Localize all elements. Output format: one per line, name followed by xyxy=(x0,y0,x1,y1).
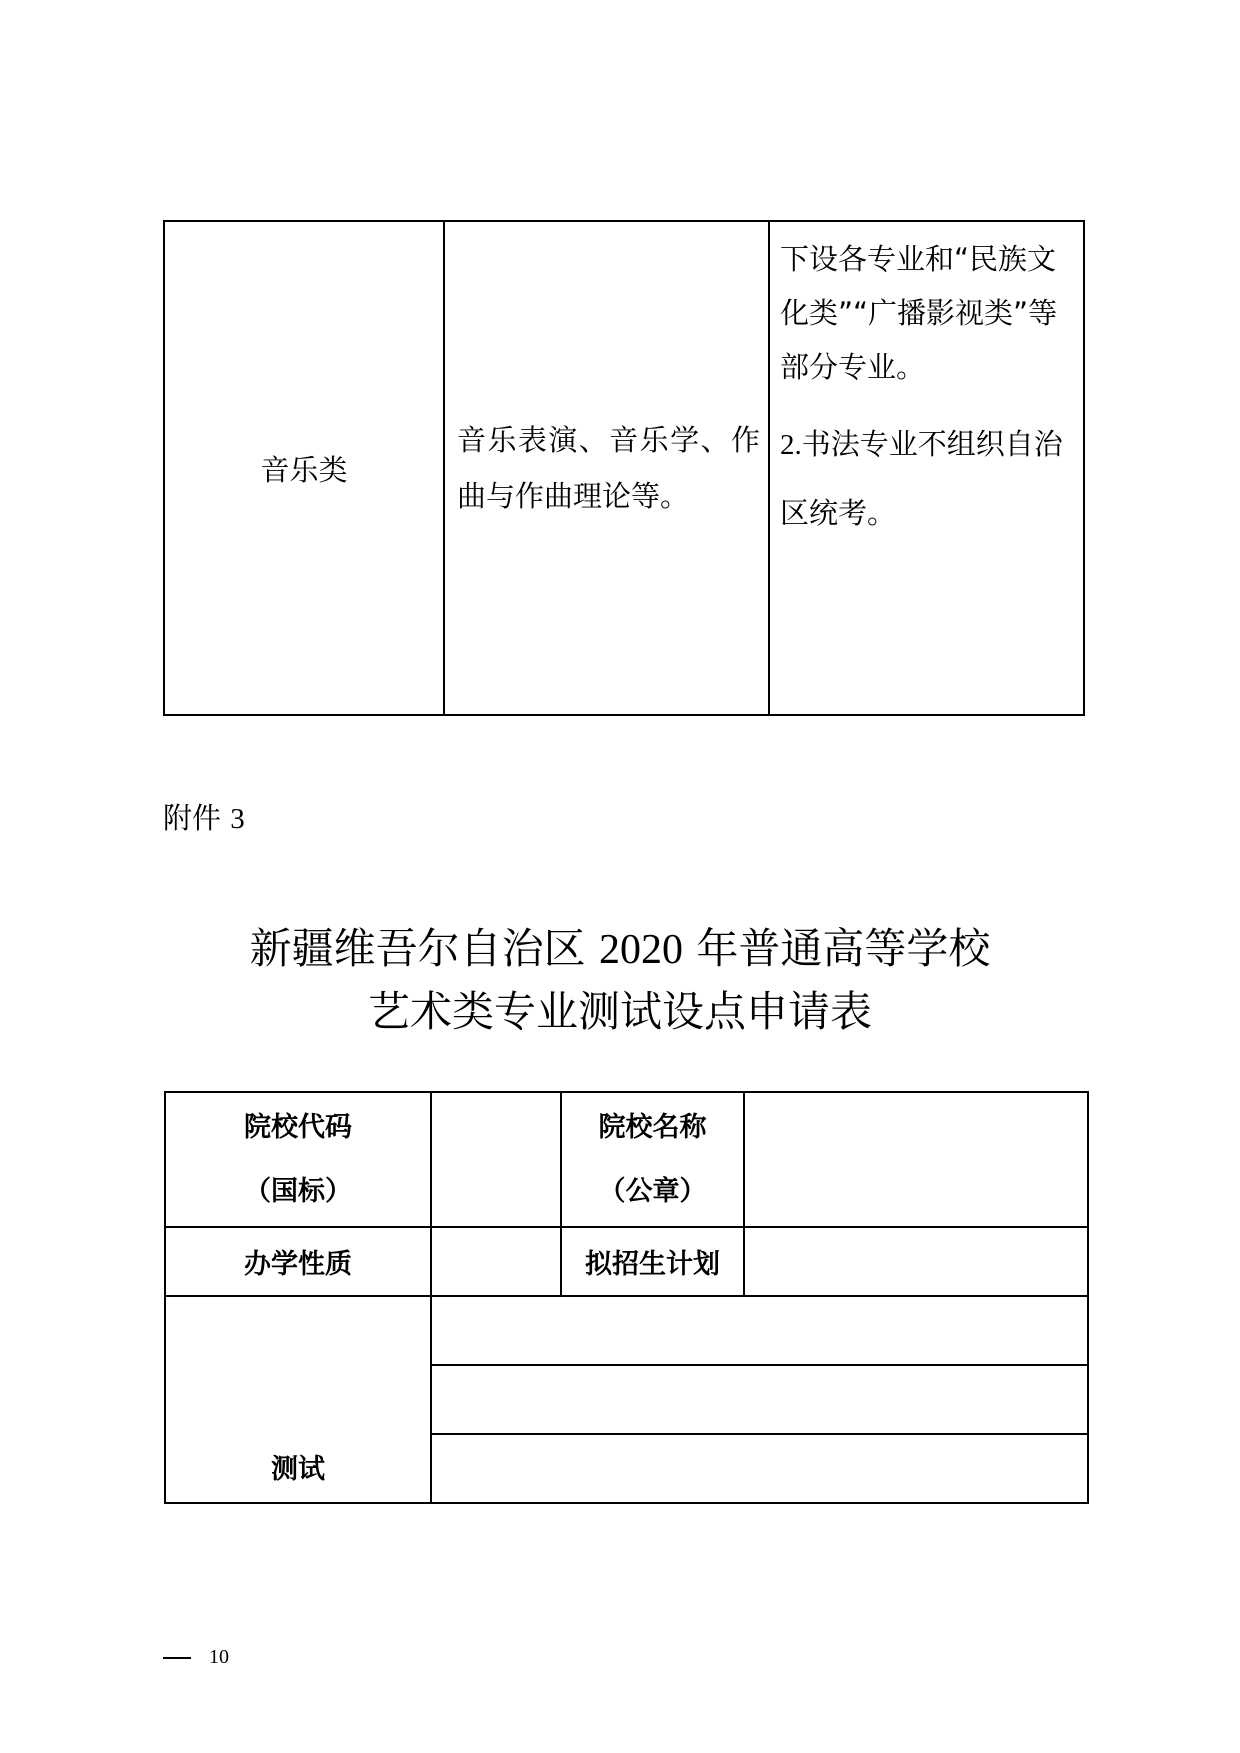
page-footer xyxy=(163,1646,229,1669)
school-name-label-text: 院校名称 xyxy=(598,1111,707,1143)
title-line-1 xyxy=(0,918,1240,981)
notes-item-text: 书法专业不组织自治区统考。 xyxy=(780,427,1063,530)
page-title xyxy=(0,918,1240,1043)
page-number: 10 xyxy=(209,1646,229,1668)
table-row xyxy=(165,1227,1088,1296)
attachment-label xyxy=(163,796,245,837)
notes-line-1: 下设各专业和“民族文化类”“广播影视类”等部分专业。 xyxy=(780,242,1058,384)
table-row xyxy=(165,1296,1088,1365)
school-code-field[interactable] xyxy=(431,1092,561,1227)
title-suffix: 年普通高等学校 xyxy=(696,924,991,973)
table-row xyxy=(165,1092,1088,1227)
school-name-label-sub: （公章） xyxy=(598,1175,707,1207)
school-code-label-sub: （国标） xyxy=(244,1175,352,1207)
plan-label: 拟招生计划 xyxy=(561,1227,744,1296)
footer-dash xyxy=(163,1657,191,1659)
continuation-table xyxy=(163,220,1085,716)
school-name-field[interactable] xyxy=(744,1092,1088,1227)
category-cell: 音乐类 xyxy=(164,221,444,715)
notes-item-number: 2. xyxy=(780,429,802,461)
attachment-text: 附件 xyxy=(163,801,222,835)
test-field-2[interactable] xyxy=(431,1365,1088,1434)
title-prefix: 新疆维吾尔自治区 xyxy=(249,924,586,973)
school-name-label xyxy=(561,1092,744,1227)
attachment-number: 3 xyxy=(230,803,245,835)
school-code-label-text: 院校代码 xyxy=(244,1111,352,1143)
test-label: 测试 xyxy=(165,1296,431,1503)
school-code-label xyxy=(165,1092,431,1227)
application-form xyxy=(164,1091,1089,1504)
nature-field[interactable] xyxy=(431,1227,561,1296)
nature-label: 办学性质 xyxy=(165,1227,431,1296)
plan-field[interactable] xyxy=(744,1227,1088,1296)
title-year: 2020 xyxy=(599,927,683,973)
title-line-2: 艺术类专业测试设点申请表 xyxy=(367,987,872,1036)
majors-cell: 音乐表演、音乐学、作曲与作曲理论等。 xyxy=(444,221,769,715)
notes-cell xyxy=(769,221,1084,715)
test-field-3[interactable] xyxy=(431,1434,1088,1503)
test-field-1[interactable] xyxy=(431,1296,1088,1365)
table-row xyxy=(164,221,1084,715)
notes-line-2 xyxy=(780,410,1075,547)
